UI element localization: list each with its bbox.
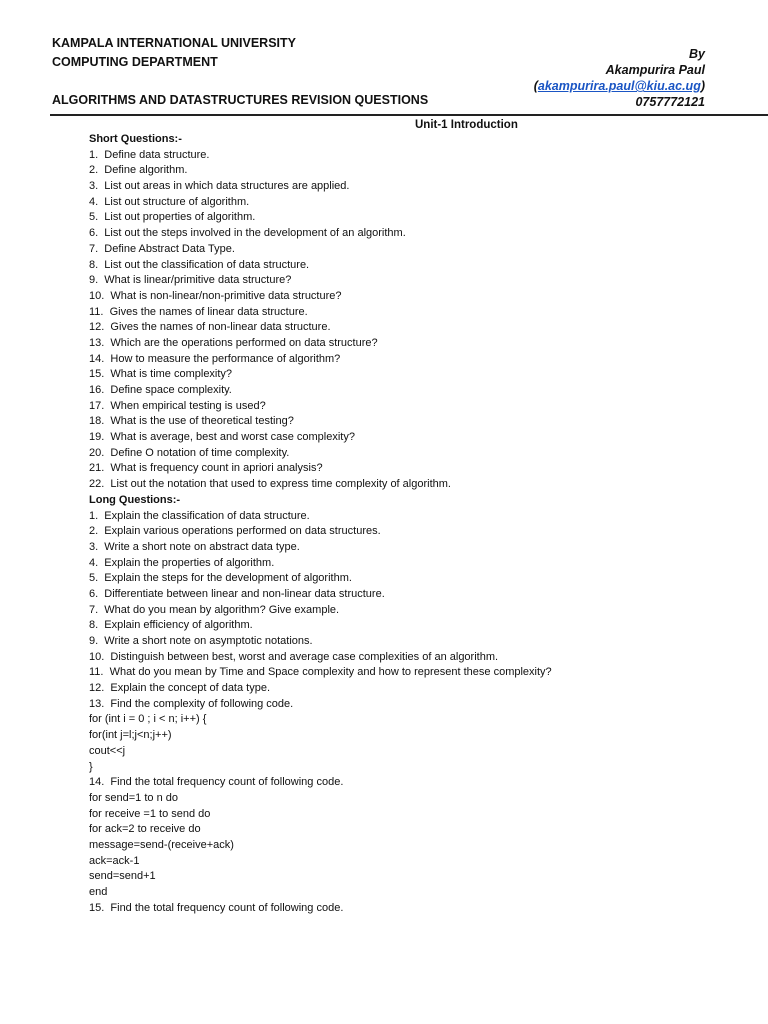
long-question-item: 14. Find the total frequency count of following code. bbox=[89, 776, 344, 789]
short-question-item: 20. Define O notation of time complexity. bbox=[89, 446, 290, 459]
spacer bbox=[52, 72, 428, 91]
email-open-paren: ( bbox=[533, 79, 538, 93]
short-questions-list bbox=[89, 148, 729, 493]
long-question-item: end bbox=[89, 886, 108, 898]
long-question-item: 4. Explain the properties of algorithm. bbox=[89, 556, 275, 569]
questions-body bbox=[89, 132, 729, 916]
long-question-item: 13. Find the complexity of following code. bbox=[89, 697, 294, 710]
unit-title: Unit-1 Introduction bbox=[415, 119, 518, 131]
short-question-item: 19. What is average, best and worst case complexity? bbox=[89, 431, 355, 444]
short-question-item: 1. Define data structure. bbox=[89, 148, 210, 161]
short-question-item: 3. List out areas in which data structures are applied. bbox=[89, 180, 350, 193]
long-question-item: ack=ack-1 bbox=[89, 854, 140, 867]
short-question-item: 7. Define Abstract Data Type. bbox=[89, 242, 235, 255]
long-question-item: 15. Find the total frequency count of following code. bbox=[89, 901, 344, 914]
long-question-item: 7. What do you mean by algorithm? Give example. bbox=[89, 603, 340, 616]
by-label: By bbox=[689, 47, 705, 61]
short-question-item: 22. List out the notation that used to express time complexity of algorithm. bbox=[89, 478, 451, 491]
long-question-item: } bbox=[89, 760, 93, 773]
short-question-item: 18. What is the use of theoretical testing? bbox=[89, 415, 294, 428]
long-question-item: 11. What do you mean by Time and Space complexity and how to represent these complexity? bbox=[89, 666, 552, 679]
short-question-item: 9. What is linear/primitive data structure? bbox=[89, 274, 292, 287]
department-name: COMPUTING DEPARTMENT bbox=[52, 55, 218, 69]
short-question-item: 10. What is non-linear/non-primitive data structure? bbox=[89, 289, 342, 302]
long-question-item: 6. Differentiate between linear and non-linear data structure. bbox=[89, 587, 385, 600]
short-question-item: 6. List out the steps involved in the development of an algorithm. bbox=[89, 227, 406, 240]
email-link[interactable]: akampurira.paul@kiu.ac.ug bbox=[537, 79, 701, 93]
author-name: Akampurira Paul bbox=[605, 63, 705, 77]
long-question-item: 9. Write a short note on asymptotic notations. bbox=[89, 635, 313, 647]
long-question-item: 3. Write a short note on abstract data type. bbox=[89, 540, 300, 553]
long-question-item: send=send+1 bbox=[89, 870, 156, 883]
short-question-item: 14. How to measure the performance of algorithm? bbox=[89, 352, 341, 365]
long-question-item: message=send-(receive+ack) bbox=[89, 838, 234, 851]
email-close-paren: ) bbox=[700, 79, 705, 93]
phone-number: 0757772121 bbox=[635, 95, 705, 109]
short-question-item: 16. Define space complexity. bbox=[89, 384, 232, 396]
short-question-item: 5. List out properties of algorithm. bbox=[89, 211, 256, 224]
header-left bbox=[52, 34, 428, 110]
long-question-item: for send=1 to n do bbox=[89, 791, 178, 804]
long-question-item: for receive =1 to send do bbox=[89, 807, 211, 820]
short-questions-heading: Short Questions:- bbox=[89, 133, 182, 145]
long-question-item: for(int j=l;j<n;j++) bbox=[89, 729, 172, 742]
long-question-item: 2. Explain various operations performed on data structures. bbox=[89, 525, 381, 538]
short-question-item: 17. When empirical testing is used? bbox=[89, 399, 266, 412]
long-question-item: cout<<j bbox=[89, 744, 126, 757]
short-question-item: 11. Gives the names of linear data structure. bbox=[89, 305, 308, 318]
short-question-item: 12. Gives the names of non-linear data structure. bbox=[89, 321, 331, 334]
university-name: KAMPALA INTERNATIONAL UNIVERSITY bbox=[52, 36, 296, 50]
short-question-item: 4. List out structure of algorithm. bbox=[89, 195, 250, 208]
header-divider bbox=[50, 114, 768, 116]
long-question-item: 5. Explain the steps for the development of algorithm. bbox=[89, 572, 352, 585]
short-question-item: 15. What is time complexity? bbox=[89, 368, 233, 381]
short-question-item: 8. List out the classification of data structure. bbox=[89, 258, 310, 271]
document-title: ALGORITHMS AND DATASTRUCTURES REVISION QUESTIONS bbox=[52, 93, 429, 107]
long-questions-list bbox=[89, 509, 729, 917]
email-line bbox=[534, 78, 705, 94]
long-question-item: 8. Explain efficiency of algorithm. bbox=[89, 619, 253, 632]
long-questions-heading: Long Questions:- bbox=[89, 493, 181, 506]
short-question-item: 13. Which are the operations performed on data structure? bbox=[89, 336, 378, 349]
short-question-item: 21. What is frequency count in apriori analysis? bbox=[89, 462, 323, 475]
long-question-item: 1. Explain the classification of data structure. bbox=[89, 509, 310, 522]
long-question-item: for (int i = 0 ; i < n; i++) { bbox=[89, 713, 207, 726]
long-question-item: for ack=2 to receive do bbox=[89, 823, 201, 836]
short-question-item: 2. Define algorithm. bbox=[89, 164, 188, 177]
author-block bbox=[534, 46, 705, 110]
long-question-item: 10. Distinguish between best, worst and average case complexities of an algorithm. bbox=[89, 650, 499, 663]
long-question-item: 12. Explain the concept of data type. bbox=[89, 682, 271, 695]
